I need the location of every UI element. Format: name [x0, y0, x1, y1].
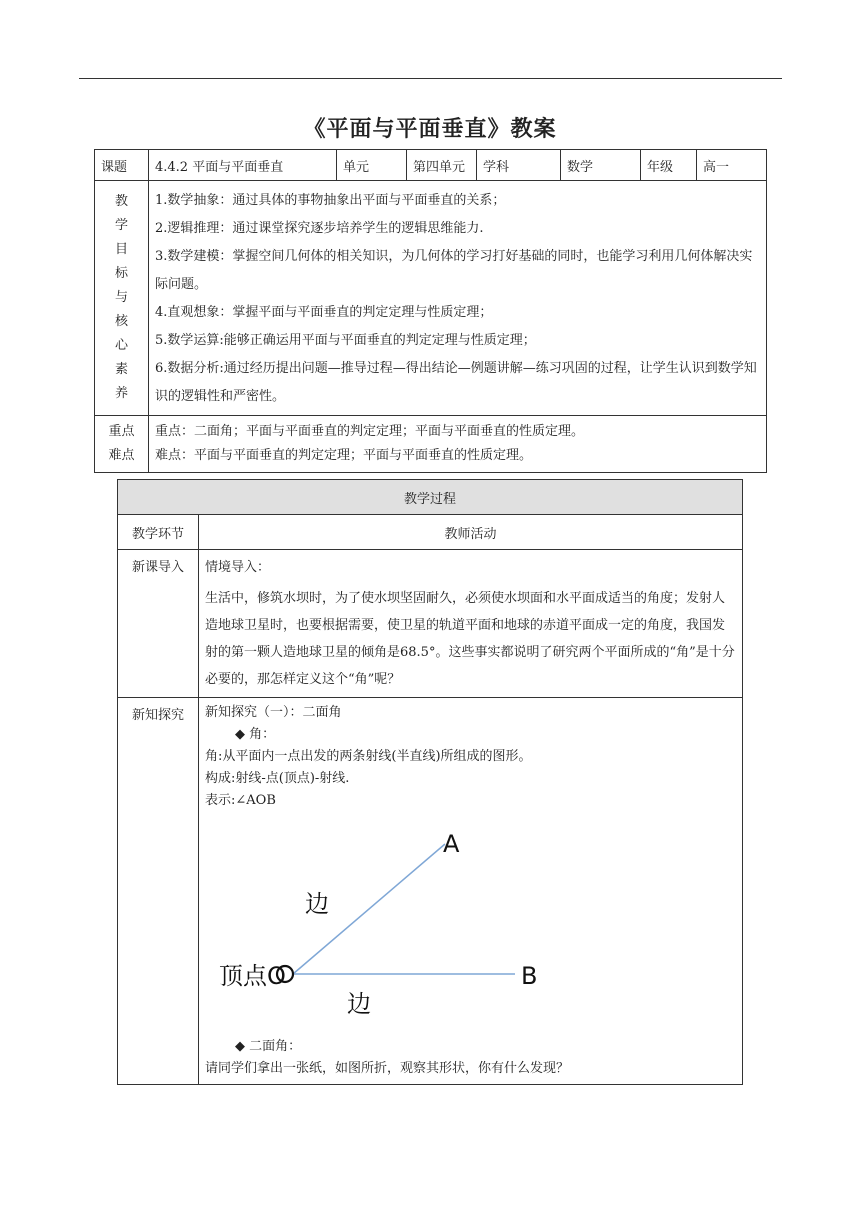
dihedral-prompt: 请同学们拿出一张纸，如图所折，观察其形状，你有什么发现？	[205, 1061, 570, 1076]
intro-row	[118, 550, 743, 698]
discipline-label: 学科	[477, 150, 561, 181]
activity-column-header: 教师活动	[199, 515, 743, 550]
process-header: 教学过程	[118, 480, 743, 515]
objectives-label: 教学目标与核心素养	[95, 181, 149, 416]
explore-content	[199, 698, 743, 1085]
objective-item: 1.数学抽象：通过具体的事物抽象出平面与平面垂直的关系；	[155, 193, 506, 208]
grade-value: 高一	[697, 150, 767, 181]
process-column-row	[118, 515, 743, 550]
lesson-info-table	[94, 149, 767, 473]
point-a-label: A	[443, 830, 460, 858]
unit-label: 单元	[337, 150, 407, 181]
objective-item: 4.直观想象：掌握平面与平面垂直的判定定理与性质定理；	[155, 305, 493, 320]
page-title: 《平面与平面垂直》教案	[303, 117, 557, 142]
intro-text: 生活中，修筑水坝时，为了使水坝坚固耐久，必须使水坝面和水平面成适当的角度；发射人造地球卫星时，也要根据需要，使卫星的轨道平面和地球的赤道平面成一定的角度，我国发射的第一颗人造地球卫星的倾角是68.5°。这些事实都说明了研究两个平面所成的“角”是十分必要的，那怎样定义这个“角”呢？	[205, 591, 735, 687]
objectives-row	[95, 181, 767, 416]
subject-value: 4.4.2 平面与平面垂直	[149, 150, 337, 181]
vertex-label: 顶点O	[219, 962, 286, 990]
discipline-value: 数学	[561, 150, 641, 181]
objectives-list	[149, 181, 767, 416]
info-row	[95, 150, 767, 181]
angle-bullet: ◆ 角：	[235, 727, 276, 742]
difficult-point-text: 难点：平面与平面垂直的判定定理；平面与平面垂直的性质定理。	[155, 448, 533, 463]
explore-row	[118, 698, 743, 1085]
key-difficult-label: 重点 难点	[95, 416, 149, 473]
key-point-text: 重点：二面角；平面与平面垂直的判定定理；平面与平面垂直的性质定理。	[155, 424, 585, 439]
dihedral-bullet: ◆ 二面角：	[235, 1039, 302, 1054]
angle-structure: 构成:射线-点(顶点)-射线.	[205, 771, 350, 786]
intro-content	[199, 550, 743, 698]
intro-label: 新课导入	[118, 550, 199, 698]
side-lower-label: 边	[347, 990, 371, 1018]
process-header-row	[118, 480, 743, 515]
point-b-label: B	[521, 962, 538, 990]
angle-diagram	[205, 822, 565, 1032]
angle-definition: 角:从平面内一点出发的两条射线(半直线)所组成的图形。	[205, 749, 532, 764]
angle-notation: 表示:∠AOB	[205, 793, 276, 808]
objective-item: 6.数据分析:通过经历提出问题—推导过程—得出结论—例题讲解—练习巩固的过程，让学生认识到数学知识的逻辑性和严密性。	[155, 361, 757, 404]
stage-column-header: 教学环节	[118, 515, 199, 550]
header-rule	[79, 78, 782, 79]
subject-label: 课题	[95, 150, 149, 181]
grade-label: 年级	[641, 150, 697, 181]
intro-heading: 情境导入：	[205, 560, 271, 575]
explore-heading: 新知探究（一）：二面角	[205, 705, 342, 720]
key-difficult-text	[149, 416, 767, 473]
objective-item: 2.逻辑推理：通过课堂探究逐步培养学生的逻辑思维能力.	[155, 221, 484, 236]
objective-item: 3.数学建模：掌握空间几何体的相关知识，为几何体的学习打好基础的同时，也能学习利用几何体解决实际问题。	[155, 249, 753, 292]
teaching-process-table	[117, 479, 743, 1085]
unit-value: 第四单元	[407, 150, 477, 181]
explore-label: 新知探究	[118, 698, 199, 1085]
side-upper-label: 边	[305, 890, 329, 918]
key-difficult-row	[95, 416, 767, 473]
objective-item: 5.数学运算:能够正确运用平面与平面垂直的判定定理与性质定理；	[155, 333, 536, 348]
